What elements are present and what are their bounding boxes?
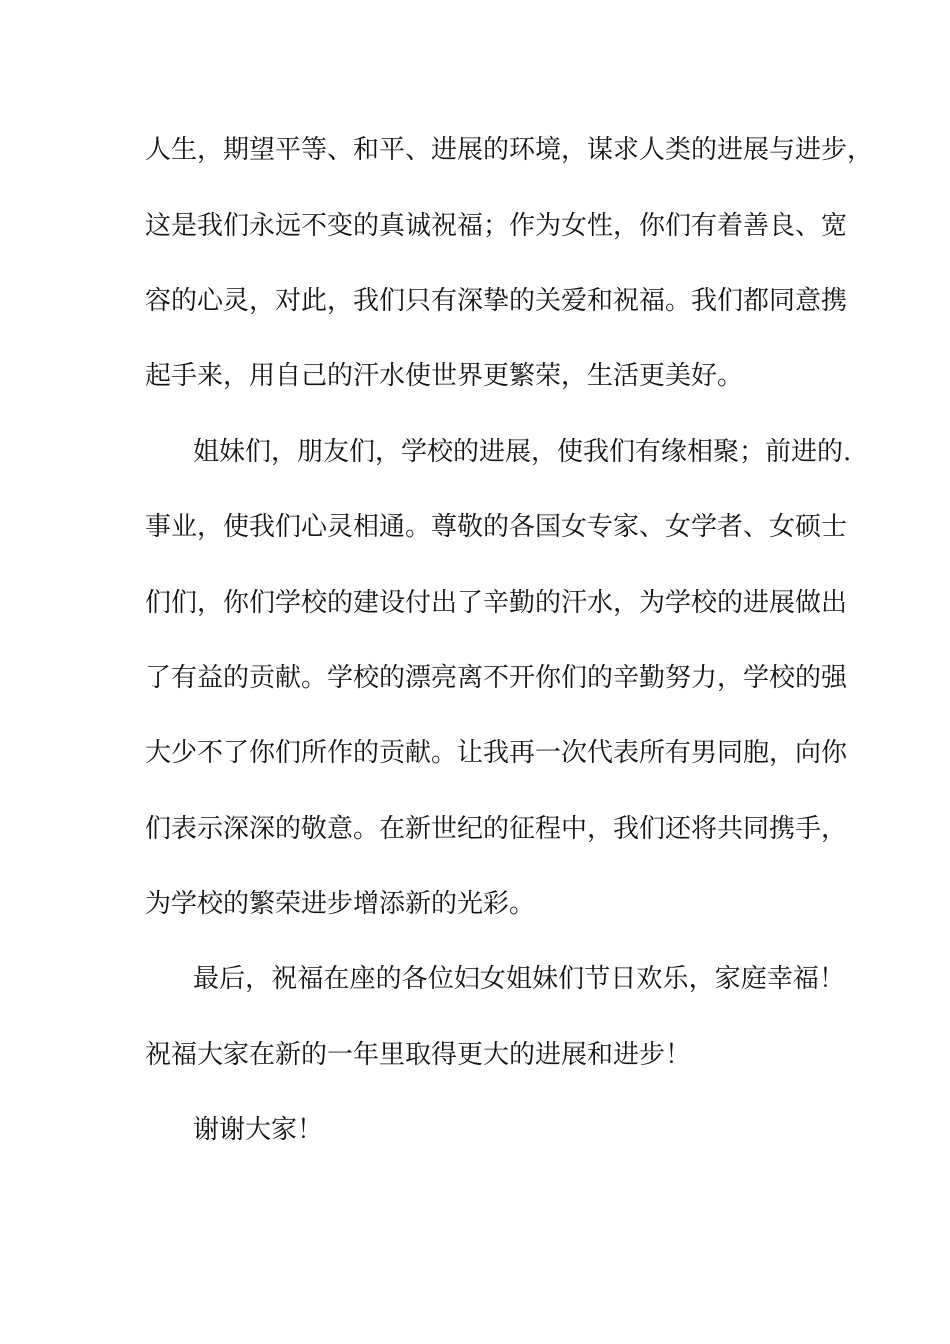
paragraph-line: 姐妹们，朋友们，学校的进展，使我们有缘相聚；前进的. [193, 437, 852, 467]
paragraph-line: 起手来，用自己的汗水使世界更繁荣，生活更美好。 [145, 361, 744, 391]
paragraph-line: 们们，你们学校的建设付出了辛勤的汗水，为学校的进展做出 [145, 588, 848, 618]
paragraph-line: 祝福大家在新的一年里取得更大的进展和进步！ [145, 1040, 692, 1070]
paragraph-line: 人生，期望平等、和平、进展的环境，谋求人类的进展与进步， [145, 135, 874, 165]
paragraph-line: 最后，祝福在座的各位妇女姐妹们节日欢乐，家庭幸福！ [193, 964, 845, 994]
paragraph-line: 谢谢大家！ [193, 1115, 324, 1145]
paragraph-line: 为学校的繁荣进步增添新的光彩。 [145, 889, 536, 919]
paragraph-line: 这是我们永远不变的真诚祝福；作为女性，你们有着善良、宽 [145, 211, 848, 241]
paragraph-line: 了有益的贡献。学校的漂亮离不开你们的辛勤努力，学校的强 [145, 663, 848, 693]
paragraph-line: 事业，使我们心灵相通。尊敬的各国女专家、女学者、女硕士 [145, 512, 848, 542]
paragraph-line: 们表示深深的敬意。在新世纪的征程中，我们还将共同携手， [145, 814, 848, 844]
paragraph-line: 大少不了你们所作的贡献。让我再一次代表所有男同胞，向你 [145, 738, 848, 768]
paragraph-line: 容的心灵，对此，我们只有深挚的关爱和祝福。我们都同意携 [145, 286, 848, 316]
